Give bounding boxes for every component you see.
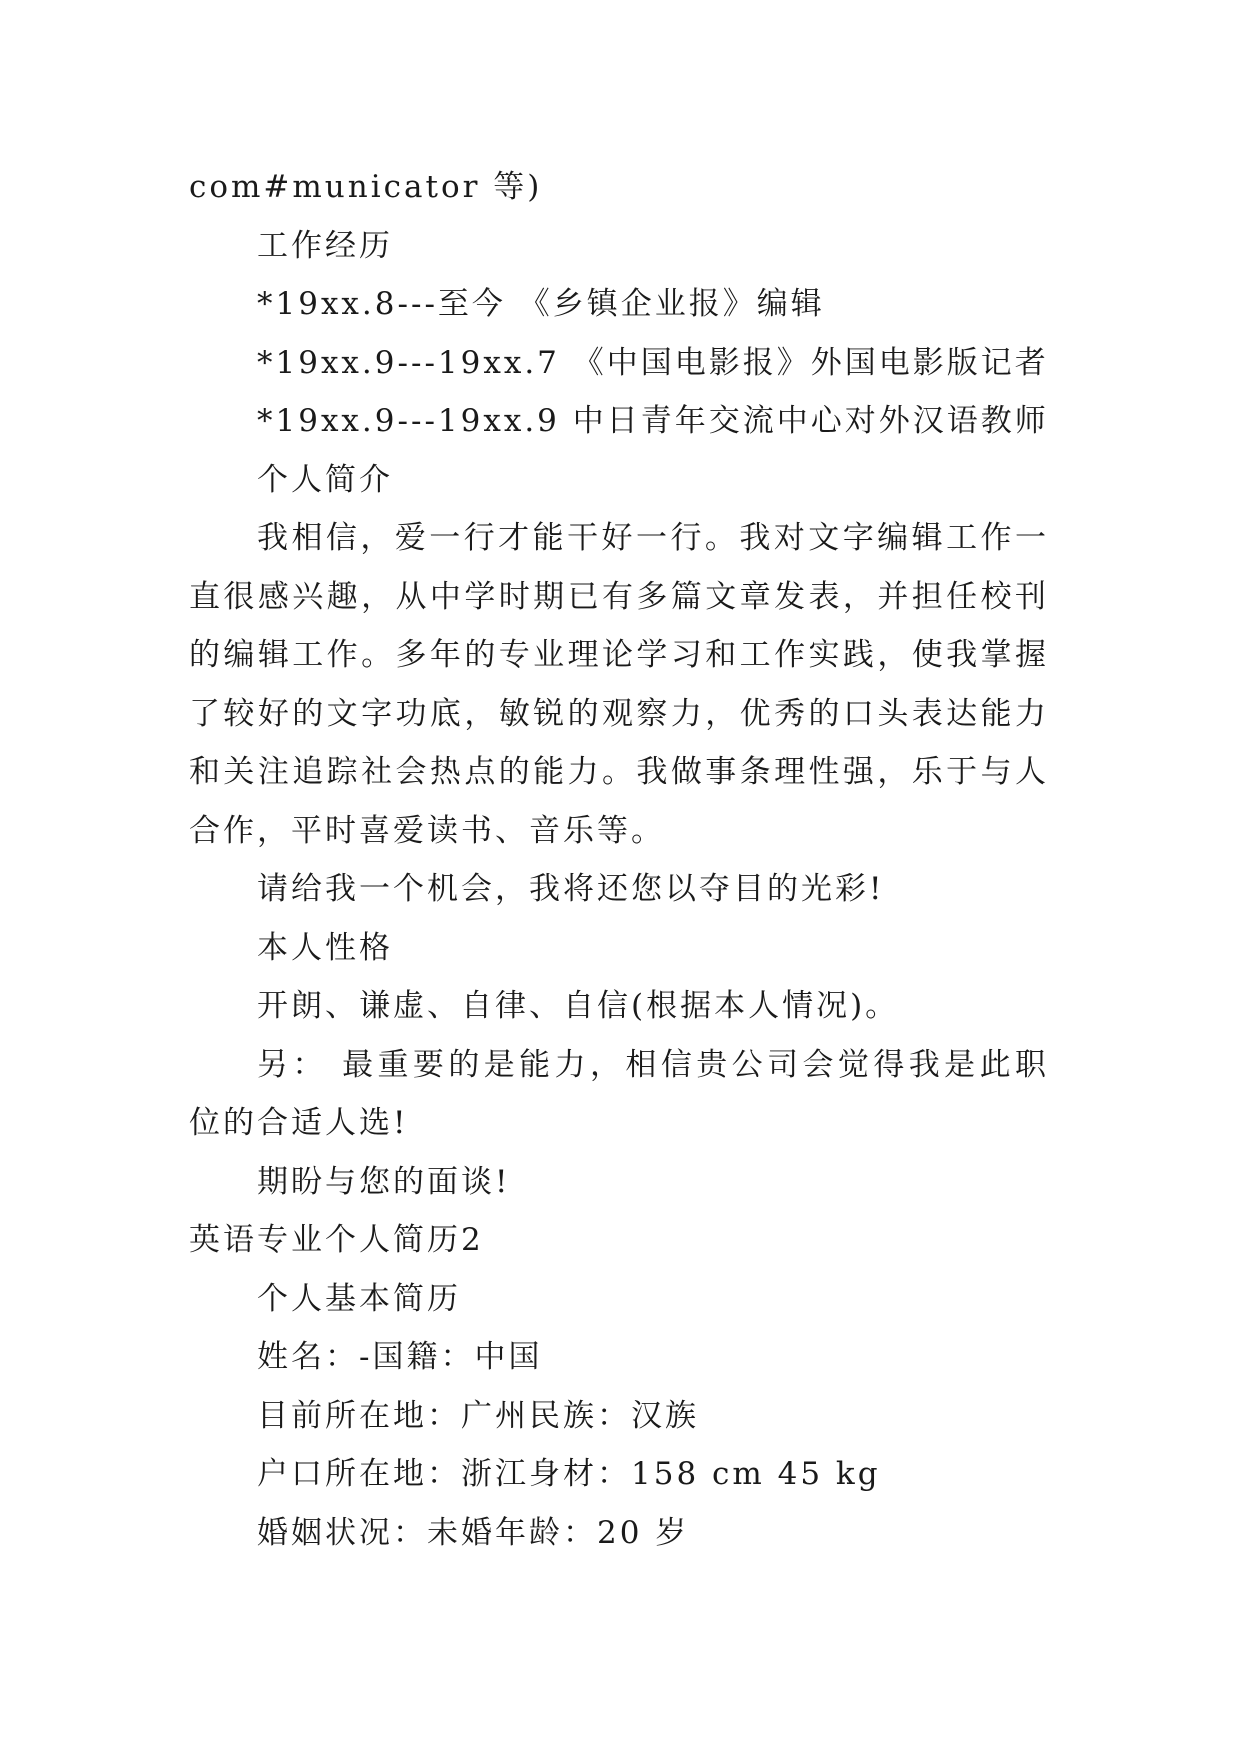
info-line: 户口所在地：浙江身材：158 cm 45 kg [257, 1456, 881, 1492]
section2-title: 英语专业个人简历2 [189, 1222, 484, 1258]
info-line: 婚姻状况：未婚年龄：20 岁 [257, 1514, 690, 1551]
basic-resume-heading: 个人基本简历 [257, 1280, 461, 1317]
personality-heading: 本人性格 [257, 929, 393, 966]
info-line: 姓名：-国籍：中国 [257, 1339, 543, 1375]
personal-intro-paragraph: 我相信，爱一行才能干好一行。我对文字编辑工作一直很感兴趣，从中学时期已有多篇文章发表，并担任校刊的编辑工作。多年的专业理论学习和工作实践，使我掌握了较好的文字功底，敏锐的观察力，优秀的口头表达能力和关注追踪社会热点的能力。我做事条理性强，乐于与人合作，平时喜爱读书、音乐等。 [189, 520, 1049, 849]
work-experience-heading: 工作经历 [257, 227, 393, 264]
note-paragraph: 另： 最重要的是能力，相信贵公司会觉得我是此职位的合适人选! [189, 1046, 1049, 1141]
continued-text-line: com#municator 等) [189, 169, 543, 205]
personality-text: 开朗、谦虚、自律、自信(根据本人情况)。 [257, 988, 900, 1024]
document-body [189, 158, 1049, 1562]
closing-line: 期盼与您的面谈! [257, 1163, 511, 1200]
chance-line: 请给我一个机会，我将还您以夺目的光彩! [257, 871, 885, 907]
info-line: 目前所在地：广州民族：汉族 [257, 1397, 699, 1434]
work-entry: *19xx.9---19xx.7 《中国电影报》外国电影版记者 [257, 344, 1049, 381]
work-entry: *19xx.8---至今 《乡镇企业报》编辑 [257, 286, 825, 322]
work-entry: *19xx.9---19xx.9 中日青年交流中心对外汉语教师 [257, 403, 1049, 439]
personal-intro-heading: 个人简介 [257, 461, 393, 498]
